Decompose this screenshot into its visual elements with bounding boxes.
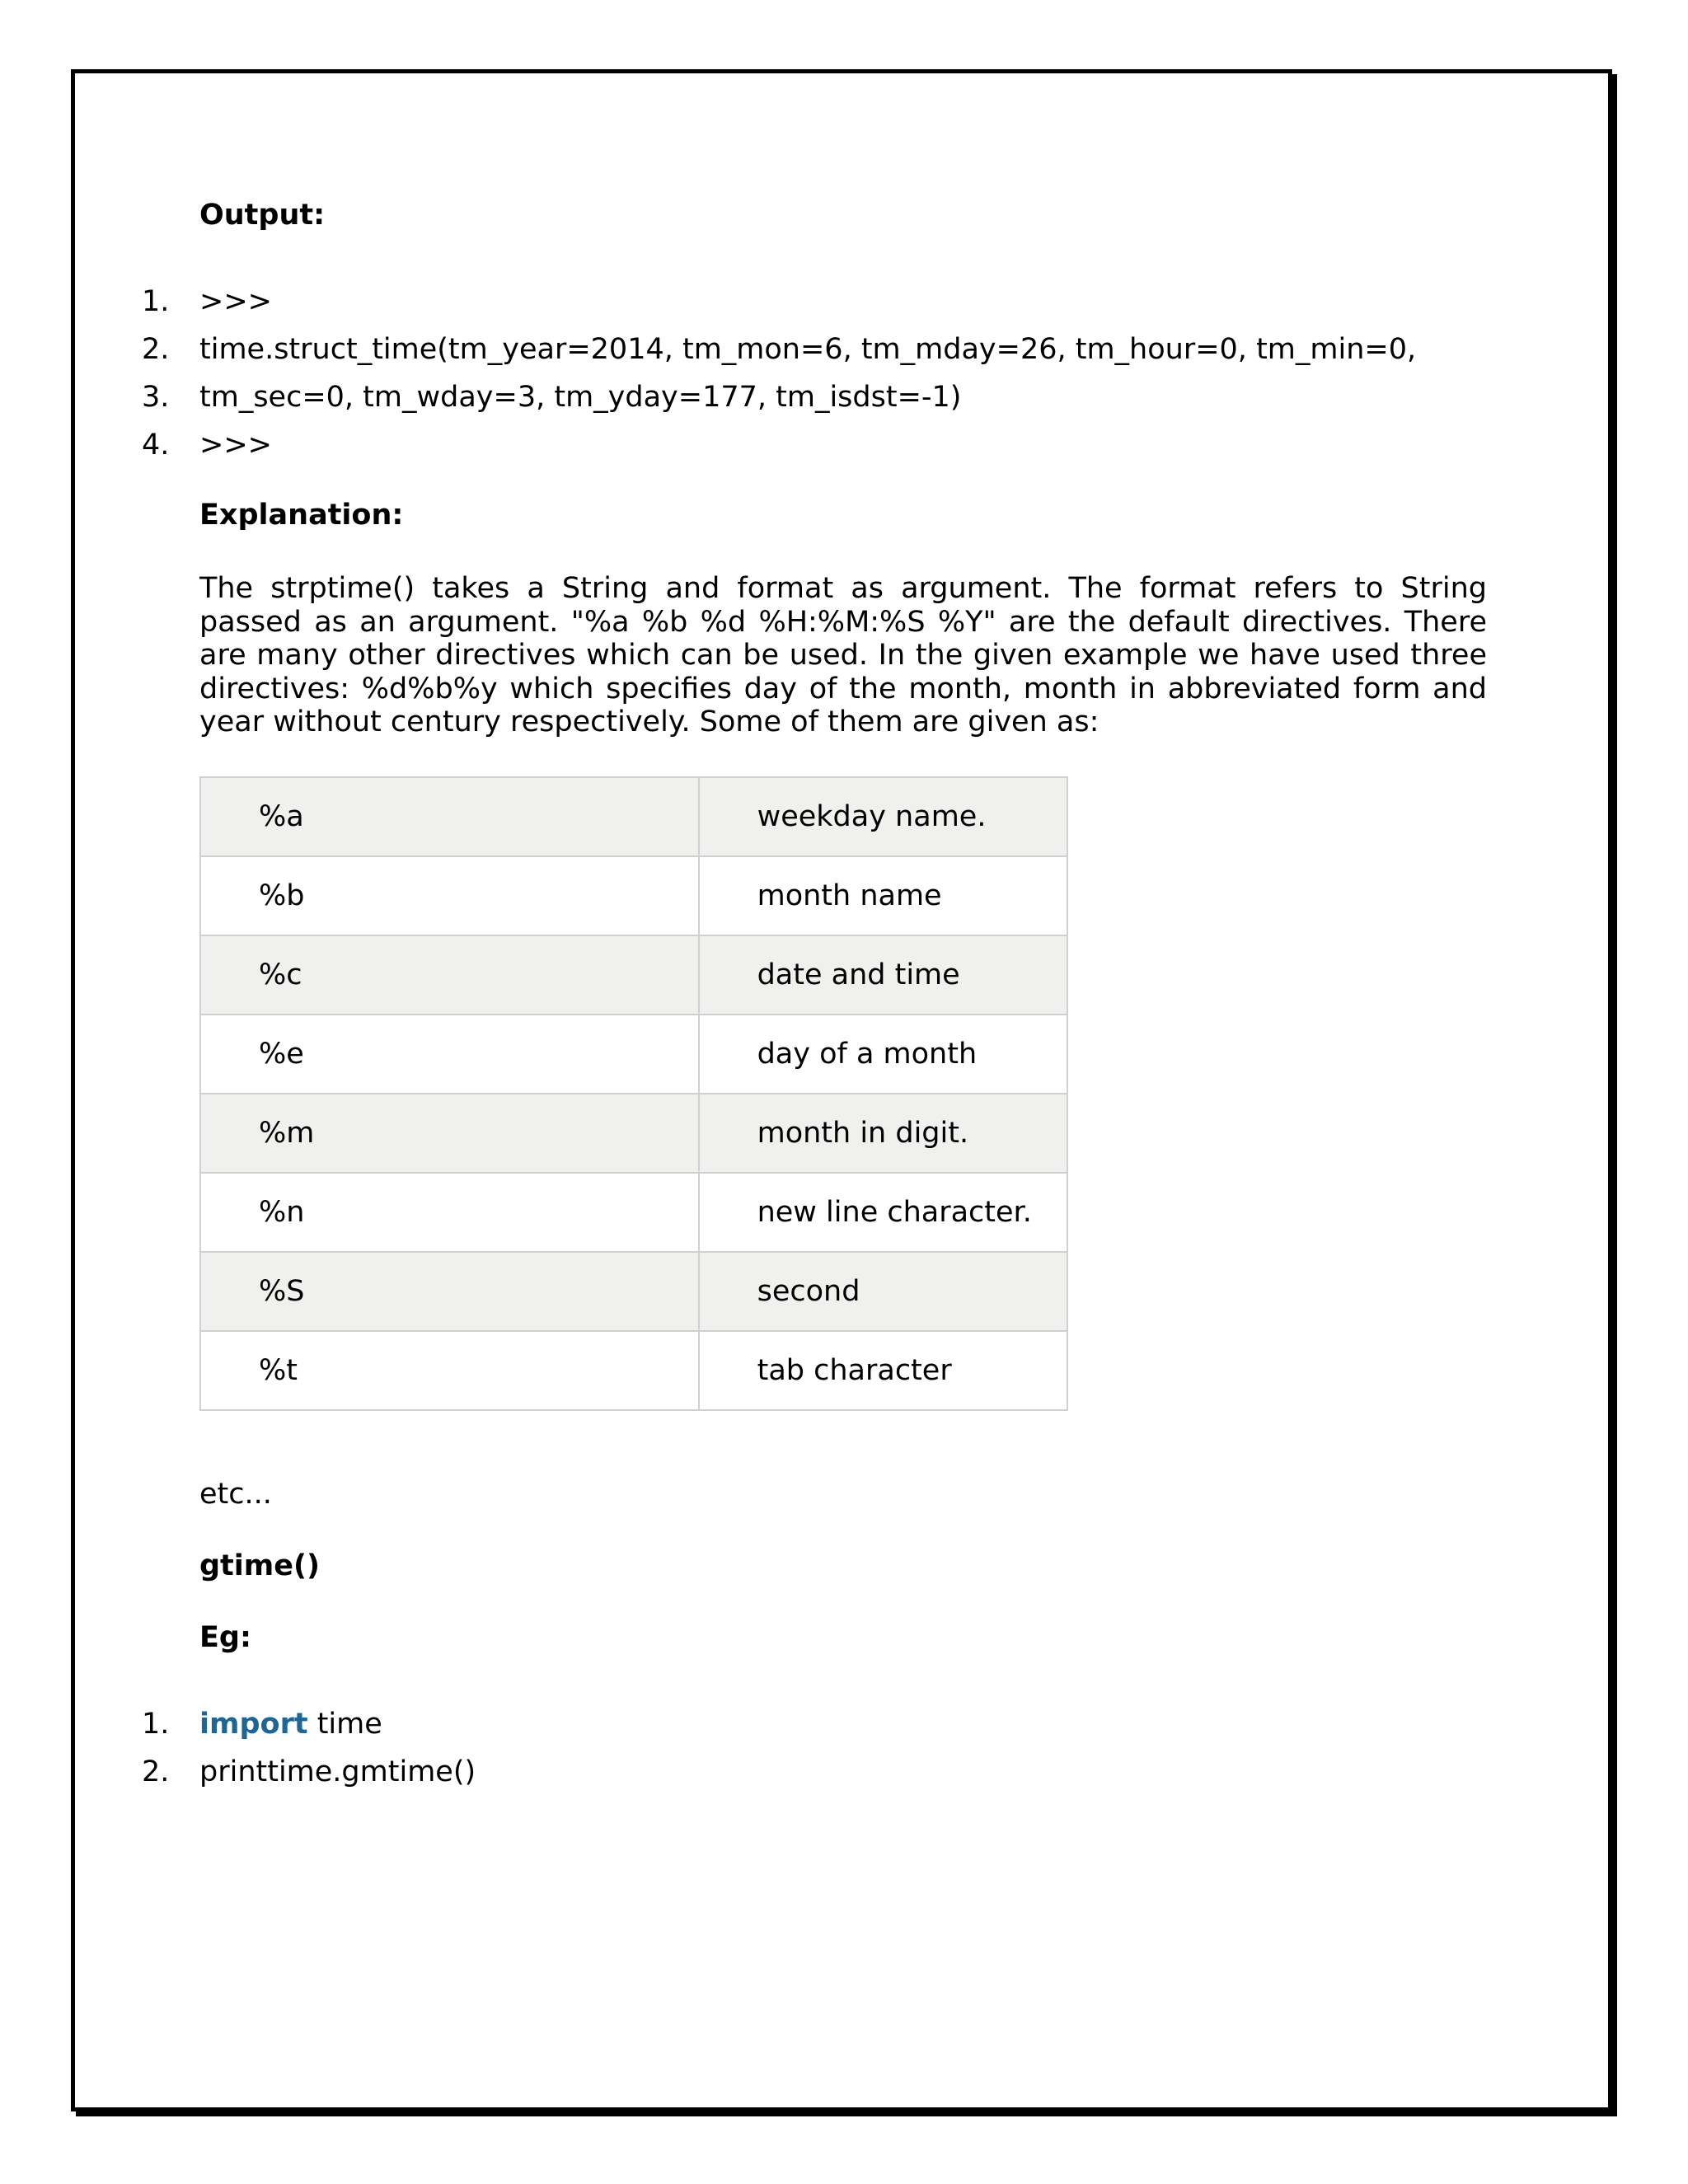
directive-description: tab character: [699, 1331, 1067, 1410]
table-row: [200, 1094, 1067, 1173]
table-row: [200, 935, 1067, 1015]
gtime-heading: gtime(): [199, 1549, 320, 1582]
table-row: [200, 1173, 1067, 1252]
code-text: >>>: [199, 285, 272, 318]
line-number: 2.: [142, 333, 170, 366]
directive-description: day of a month: [699, 1015, 1067, 1094]
directive-description: new line character.: [699, 1173, 1067, 1252]
code-text: printtime.gmtime(): [199, 1755, 476, 1788]
table-row: [200, 856, 1067, 935]
explanation-paragraph: The strptime() takes a String and format as argument. The format refers to String passed as an argument. "%a %b %d %H:%M:%S %Y" are the default directives. There are many other directives which can be used. In the given example we have used three directives: %d%b%y which specifies day of the month, month in abbreviated form and year without century respectively. Some of them are given as:: [199, 572, 1487, 738]
code-line: [142, 1748, 476, 1796]
code-line: [142, 421, 1416, 469]
example-heading: Eg:: [199, 1621, 251, 1654]
code-text: >>>: [199, 429, 272, 462]
directive-description: date and time: [699, 935, 1067, 1015]
code-line: [142, 278, 1416, 326]
code-line: [142, 326, 1416, 373]
table-row: [200, 1015, 1067, 1094]
code-text: [199, 1706, 382, 1742]
directive-description: weekday name.: [699, 777, 1067, 856]
code-rest: time: [307, 1708, 382, 1741]
line-number: 3.: [142, 381, 170, 414]
table-row: [200, 777, 1067, 856]
directive-code: %a: [200, 777, 699, 856]
directive-code: %m: [200, 1094, 699, 1173]
explanation-heading: Explanation:: [199, 499, 404, 532]
code-line: [142, 1700, 476, 1748]
keyword-import: import: [199, 1708, 308, 1741]
code-text: tm_sec=0, tm_wday=3, tm_yday=177, tm_isdst=-1): [199, 381, 962, 414]
directive-description: month name: [699, 856, 1067, 935]
line-number: 2.: [142, 1755, 170, 1788]
directives-table: [199, 776, 1068, 1411]
output-heading: Output:: [199, 199, 326, 232]
directive-code: %b: [200, 856, 699, 935]
code-text: time.struct_time(tm_year=2014, tm_mon=6, tm_mday=26, tm_hour=0, tm_min=0,: [199, 333, 1417, 366]
output-code-list: [142, 278, 1416, 469]
table-row: [200, 1331, 1067, 1410]
directive-description: month in digit.: [699, 1094, 1067, 1173]
directive-code: %S: [200, 1252, 699, 1331]
directive-code: %e: [200, 1015, 699, 1094]
line-number: 4.: [142, 429, 170, 462]
code-line: [142, 373, 1416, 421]
example-code-list: [142, 1700, 476, 1796]
table-row: [200, 1252, 1067, 1331]
etc-text: etc...: [199, 1478, 272, 1511]
directive-code: %c: [200, 935, 699, 1015]
line-number: 1.: [142, 1708, 170, 1741]
directive-description: second: [699, 1252, 1067, 1331]
directive-code: %t: [200, 1331, 699, 1410]
line-number: 1.: [142, 285, 170, 318]
directive-code: %n: [200, 1173, 699, 1252]
